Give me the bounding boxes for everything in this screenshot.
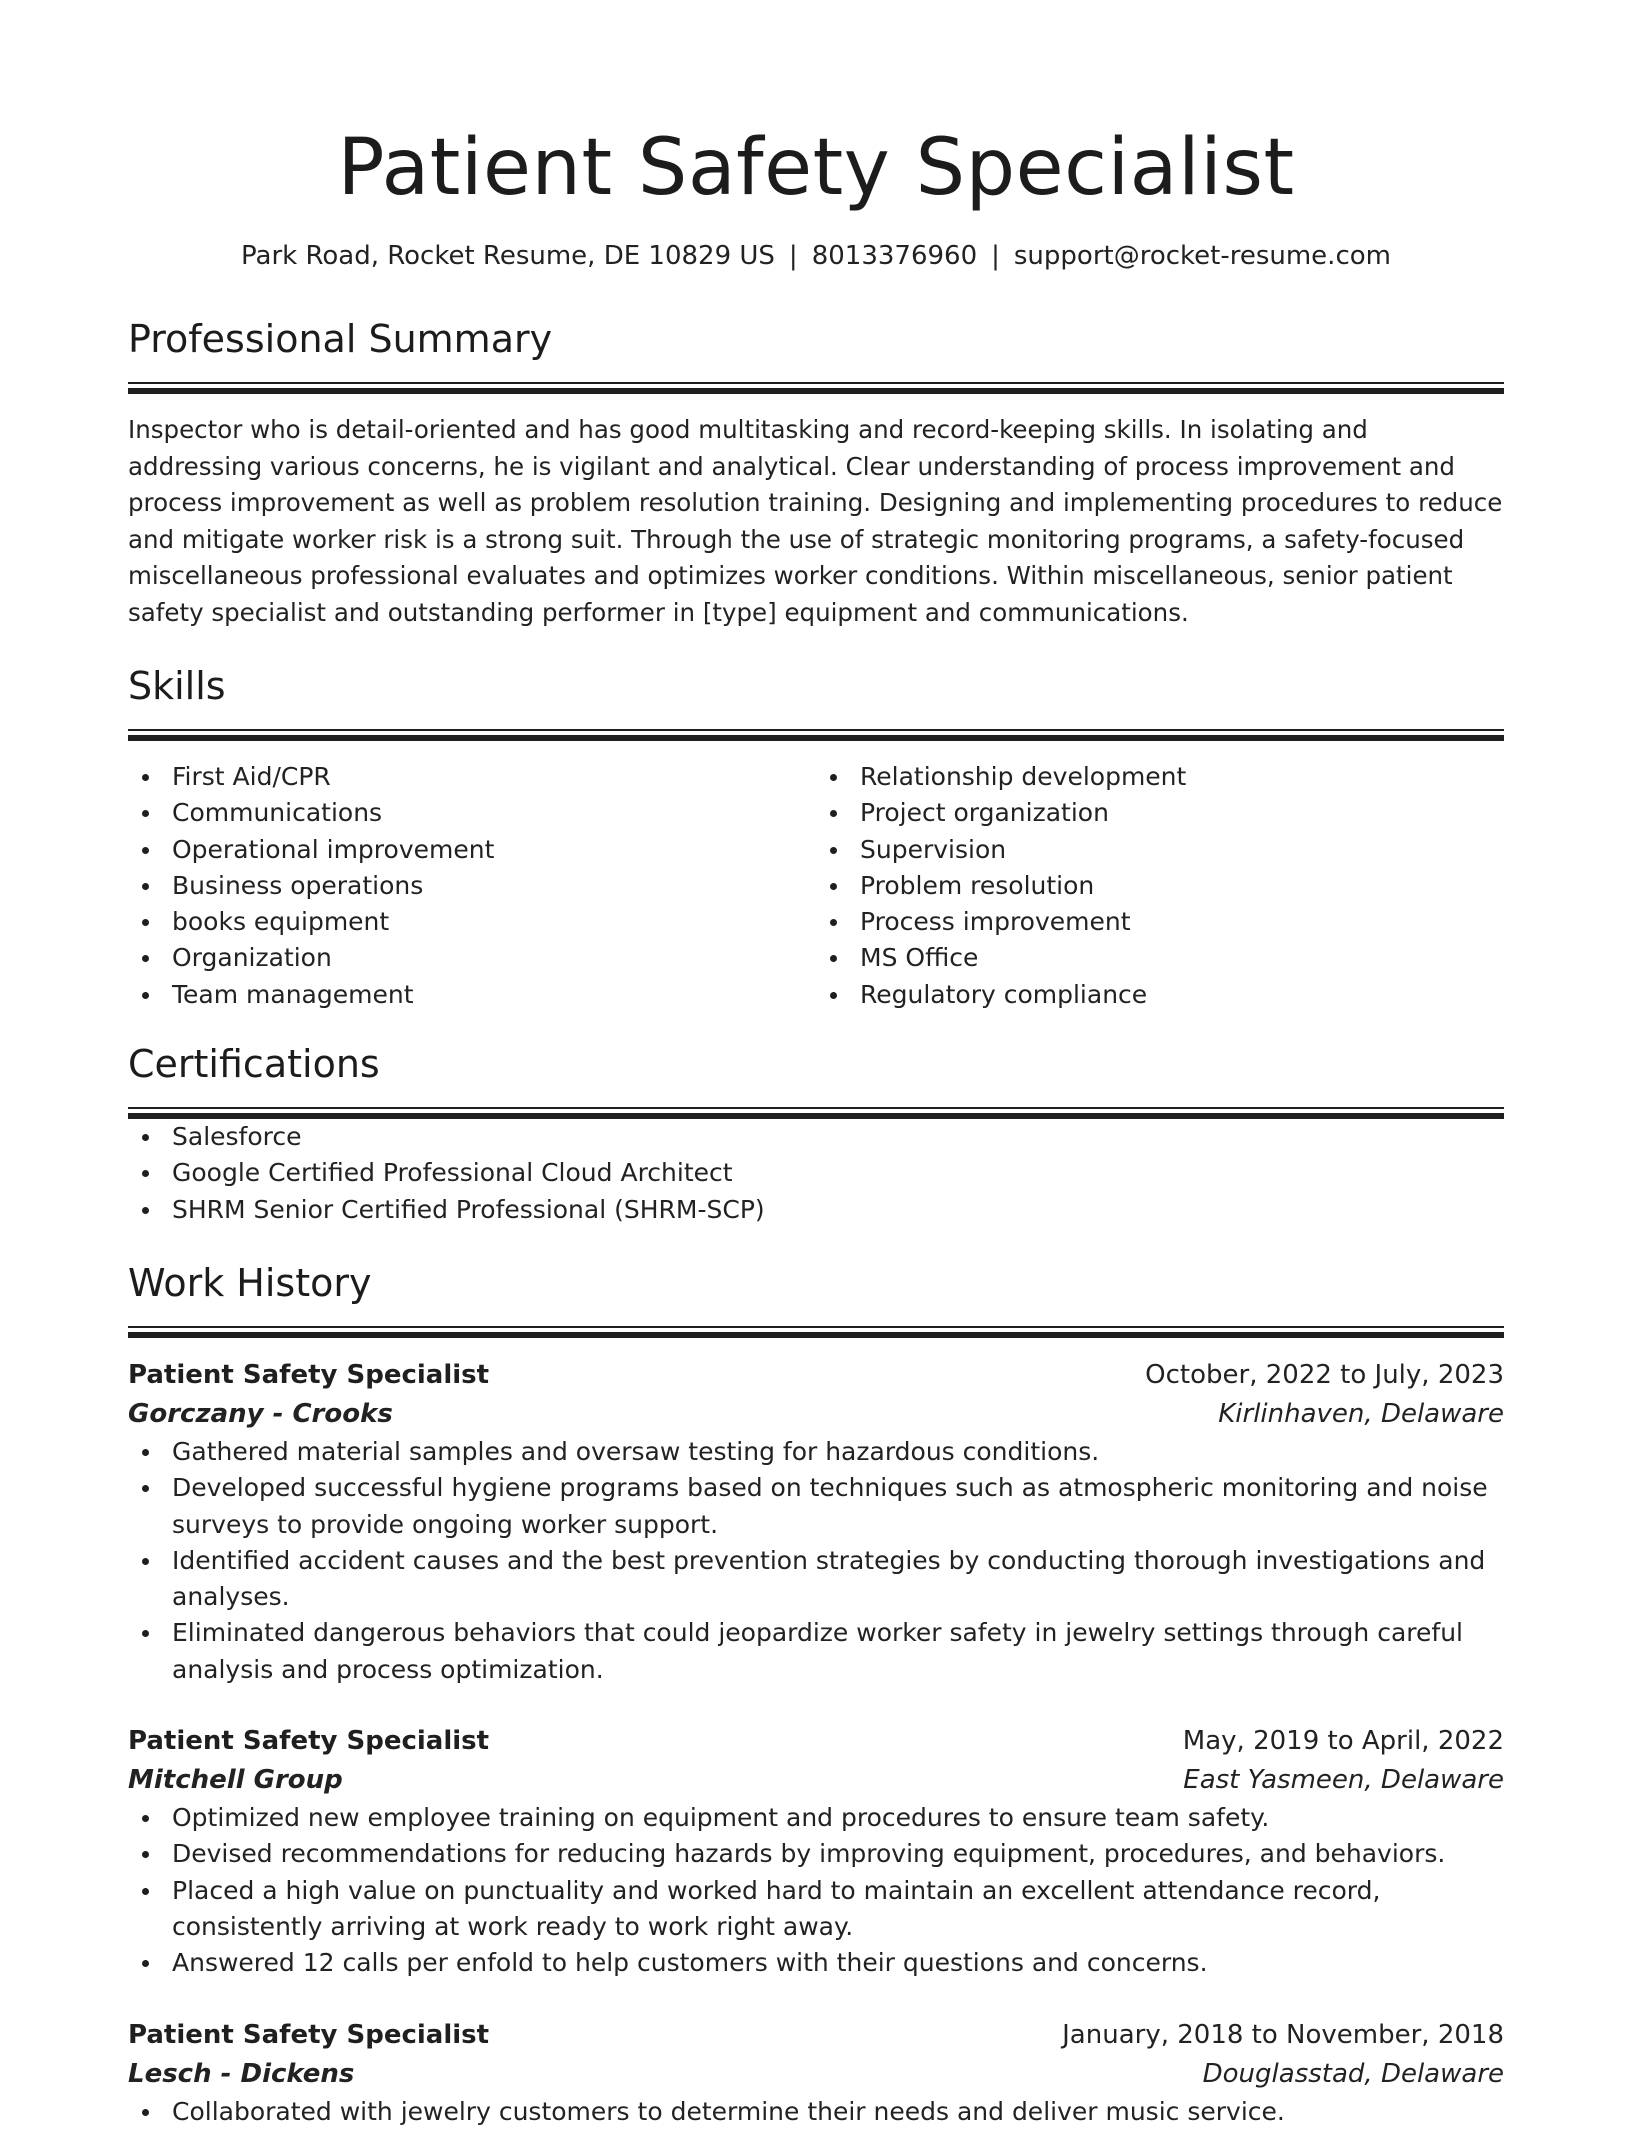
job-dates: October, 2022 to July, 2023 [1145, 1359, 1504, 1390]
skill-item: Process improvement [816, 904, 1504, 940]
job-title: Patient Safety Specialist [128, 1359, 490, 1390]
job-location: East Yasmeen, Delaware [1183, 1765, 1504, 1796]
work-history-heading: Work History [128, 1260, 372, 1305]
summary-heading: Professional Summary [128, 317, 553, 361]
job-location: Kirlinhaven, Delaware [1218, 1398, 1504, 1429]
skill-item: Team management [128, 977, 816, 1013]
section-divider [128, 1326, 1504, 1338]
skill-item: Business operations [128, 868, 816, 904]
skill-item: Organization [128, 940, 816, 976]
skill-item: First Aid/CPR [128, 759, 816, 795]
certification-item: SHRM Senior Certified Professional (SHRM-SCP) [128, 1192, 1504, 1228]
job-company: Mitchell Group [128, 1765, 343, 1796]
certifications-list [128, 1119, 1504, 1228]
job-entry [128, 1356, 1504, 1688]
job-duties [128, 1800, 1504, 1981]
contact-separator: | [991, 241, 1000, 271]
job-entry [128, 2016, 1504, 2130]
skill-item: Operational improvement [128, 832, 816, 868]
job-duty: Eliminated dangerous behaviors that could jeopardize worker safety in jewelry settings through careful analysis and process optimization. [128, 1615, 1504, 1688]
contact-phone: 8013376960 [811, 241, 978, 271]
job-dates: May, 2019 to April, 2022 [1182, 1726, 1504, 1757]
job-duties [128, 1434, 1504, 1688]
skill-item: Relationship development [816, 759, 1504, 795]
skill-item: books equipment [128, 904, 816, 940]
section-divider [128, 382, 1504, 394]
skill-item: Problem resolution [816, 868, 1504, 904]
job-company: Lesch - Dickens [128, 2058, 355, 2089]
job-duty: Answered 12 calls per enfold to help customers with their questions and concerns. [128, 1945, 1504, 1981]
skills-grid [128, 759, 1504, 1013]
contact-address: Park Road, Rocket Resume, DE 10829 US [241, 241, 775, 271]
job-entry [128, 1722, 1504, 1981]
certifications-section [128, 1039, 1504, 1228]
job-duty: Identified accident causes and the best prevention strategies by conducting thorough investigations and analyses. [128, 1543, 1504, 1616]
contact-separator: | [788, 241, 798, 271]
job-duty: Collaborated with jewelry customers to determine their needs and deliver music service. [128, 2094, 1504, 2130]
skill-item: Regulatory compliance [816, 977, 1504, 1013]
resume-title: Patient Safety Specialist [337, 123, 1295, 213]
job-location: Douglasstad, Delaware [1202, 2058, 1504, 2089]
job-dates: January, 2018 to November, 2018 [1062, 2019, 1504, 2050]
contact-line [128, 238, 1504, 274]
skill-item: MS Office [816, 940, 1504, 976]
summary-text: Inspector who is detail-oriented and has good multitasking and record-keeping skills. In isolating and addressing various concerns, he is vigilant and analytical. Clear understanding of process improvement and process improvement as well as problem resolution training. Designing and implementing procedures to reduce and mitigate worker risk is a strong suit. Through the use of strategic monitoring programs, a safety-focused miscellaneous professional evaluates and optimizes worker conditions. Within miscellaneous, senior patient safety specialist and outstanding performer in [type] equipment and communications. [128, 415, 1503, 627]
skill-item: Supervision [816, 832, 1504, 868]
section-divider [128, 1107, 1504, 1119]
skills-list-right [816, 759, 1504, 1013]
job-title: Patient Safety Specialist [128, 2019, 490, 2050]
contact-email: support@rocket-resume.com [1013, 241, 1391, 271]
work-history-section [128, 1258, 1504, 2130]
certification-item: Google Certified Professional Cloud Architect [128, 1155, 1504, 1191]
job-duty: Placed a high value on punctuality and worked hard to maintain an excellent attendance record, consistently arriving at work ready to work right away. [128, 1873, 1504, 1946]
job-duty: Gathered material samples and oversaw testing for hazardous conditions. [128, 1434, 1504, 1470]
job-duty: Optimized new employee training on equipment and procedures to ensure team safety. [128, 1800, 1504, 1836]
job-company: Gorczany - Crooks [128, 1398, 393, 1429]
certifications-heading: Certifications [128, 1042, 380, 1087]
skills-list-left [128, 759, 816, 1013]
skills-section [128, 661, 1504, 1013]
skill-item: Project organization [816, 795, 1504, 831]
section-divider [128, 729, 1504, 741]
skills-heading: Skills [128, 664, 226, 708]
skill-item: Communications [128, 795, 816, 831]
certification-item: Salesforce [128, 1119, 1504, 1155]
job-duty: Devised recommendations for reducing hazards by improving equipment, procedures, and behaviors. [128, 1836, 1504, 1872]
job-title: Patient Safety Specialist [128, 1726, 490, 1757]
summary-section [128, 314, 1504, 631]
job-duty: Developed successful hygiene programs based on techniques such as atmospheric monitoring and noise surveys to provide ongoing worker support. [128, 1470, 1504, 1543]
